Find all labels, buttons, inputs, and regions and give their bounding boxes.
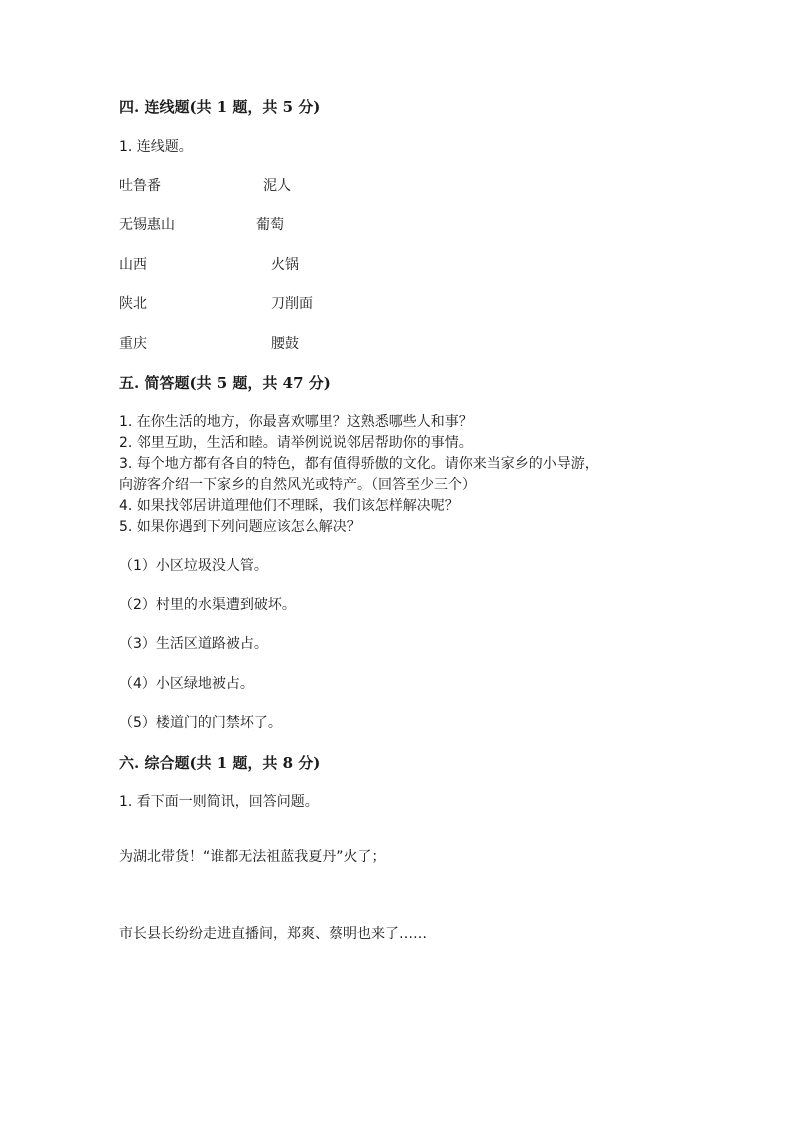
match-left-1: 吐鲁番 <box>119 178 161 194</box>
news-line-2: 市长县长纷纷走进直播间，郑爽、蔡明也来了…… <box>119 926 427 942</box>
section-6-title: 六. 综合题(共 1 题，共 8 分) <box>119 754 321 772</box>
question-line: 5. 如果你遇到下列问题应该怎么解决？ <box>119 519 361 535</box>
match-right-2: 葡萄 <box>256 217 284 233</box>
question-line: 1. 在你生活的地方，你最喜欢哪里？这熟悉哪些人和事？ <box>119 414 473 430</box>
question-line: 2. 邻里互助，生活和睦。请举例说说邻居帮助你的事情。 <box>119 435 473 451</box>
match-left-4: 陕北 <box>119 296 147 312</box>
section-4-title: 四. 连线题(共 1 题，共 5 分) <box>119 98 321 116</box>
match-right-5: 腰鼓 <box>271 336 299 352</box>
subitem-3: （3）生活区道路被占。 <box>119 636 268 652</box>
section-5-questions <box>119 412 599 538</box>
section-4-question: 1. 连线题。 <box>119 139 193 155</box>
match-left-3: 山西 <box>119 257 147 273</box>
subitem-1: （1）小区垃圾没人管。 <box>119 558 268 574</box>
question-line: 向游客介绍一下家乡的自然风光或特产。（回答至少三个） <box>119 477 476 493</box>
match-right-3: 火锅 <box>271 257 299 273</box>
match-right-4: 刀削面 <box>271 296 313 312</box>
match-left-2: 无锡惠山 <box>119 217 175 233</box>
subitem-2: （2）村里的水渠遭到破坏。 <box>119 597 296 613</box>
match-left-5: 重庆 <box>119 336 147 352</box>
section-5-title: 五. 简答题(共 5 题，共 47 分) <box>119 374 331 392</box>
subitem-5: （5）楼道门的门禁坏了。 <box>119 715 282 731</box>
news-line-1: 为湖北带货！“谁都无法祖蓝我夏丹”火了； <box>119 849 386 865</box>
section-6-question: 1. 看下面一则简讯，回答问题。 <box>119 794 319 810</box>
question-line: 3. 每个地方都有各自的特色，都有值得骄傲的文化。请你来当家乡的小导游， <box>119 456 599 472</box>
subitem-4: （4）小区绿地被占。 <box>119 676 254 692</box>
question-line: 4. 如果找邻居讲道理他们不理睬，我们该怎样解决呢？ <box>119 498 459 514</box>
match-right-1: 泥人 <box>263 178 291 194</box>
